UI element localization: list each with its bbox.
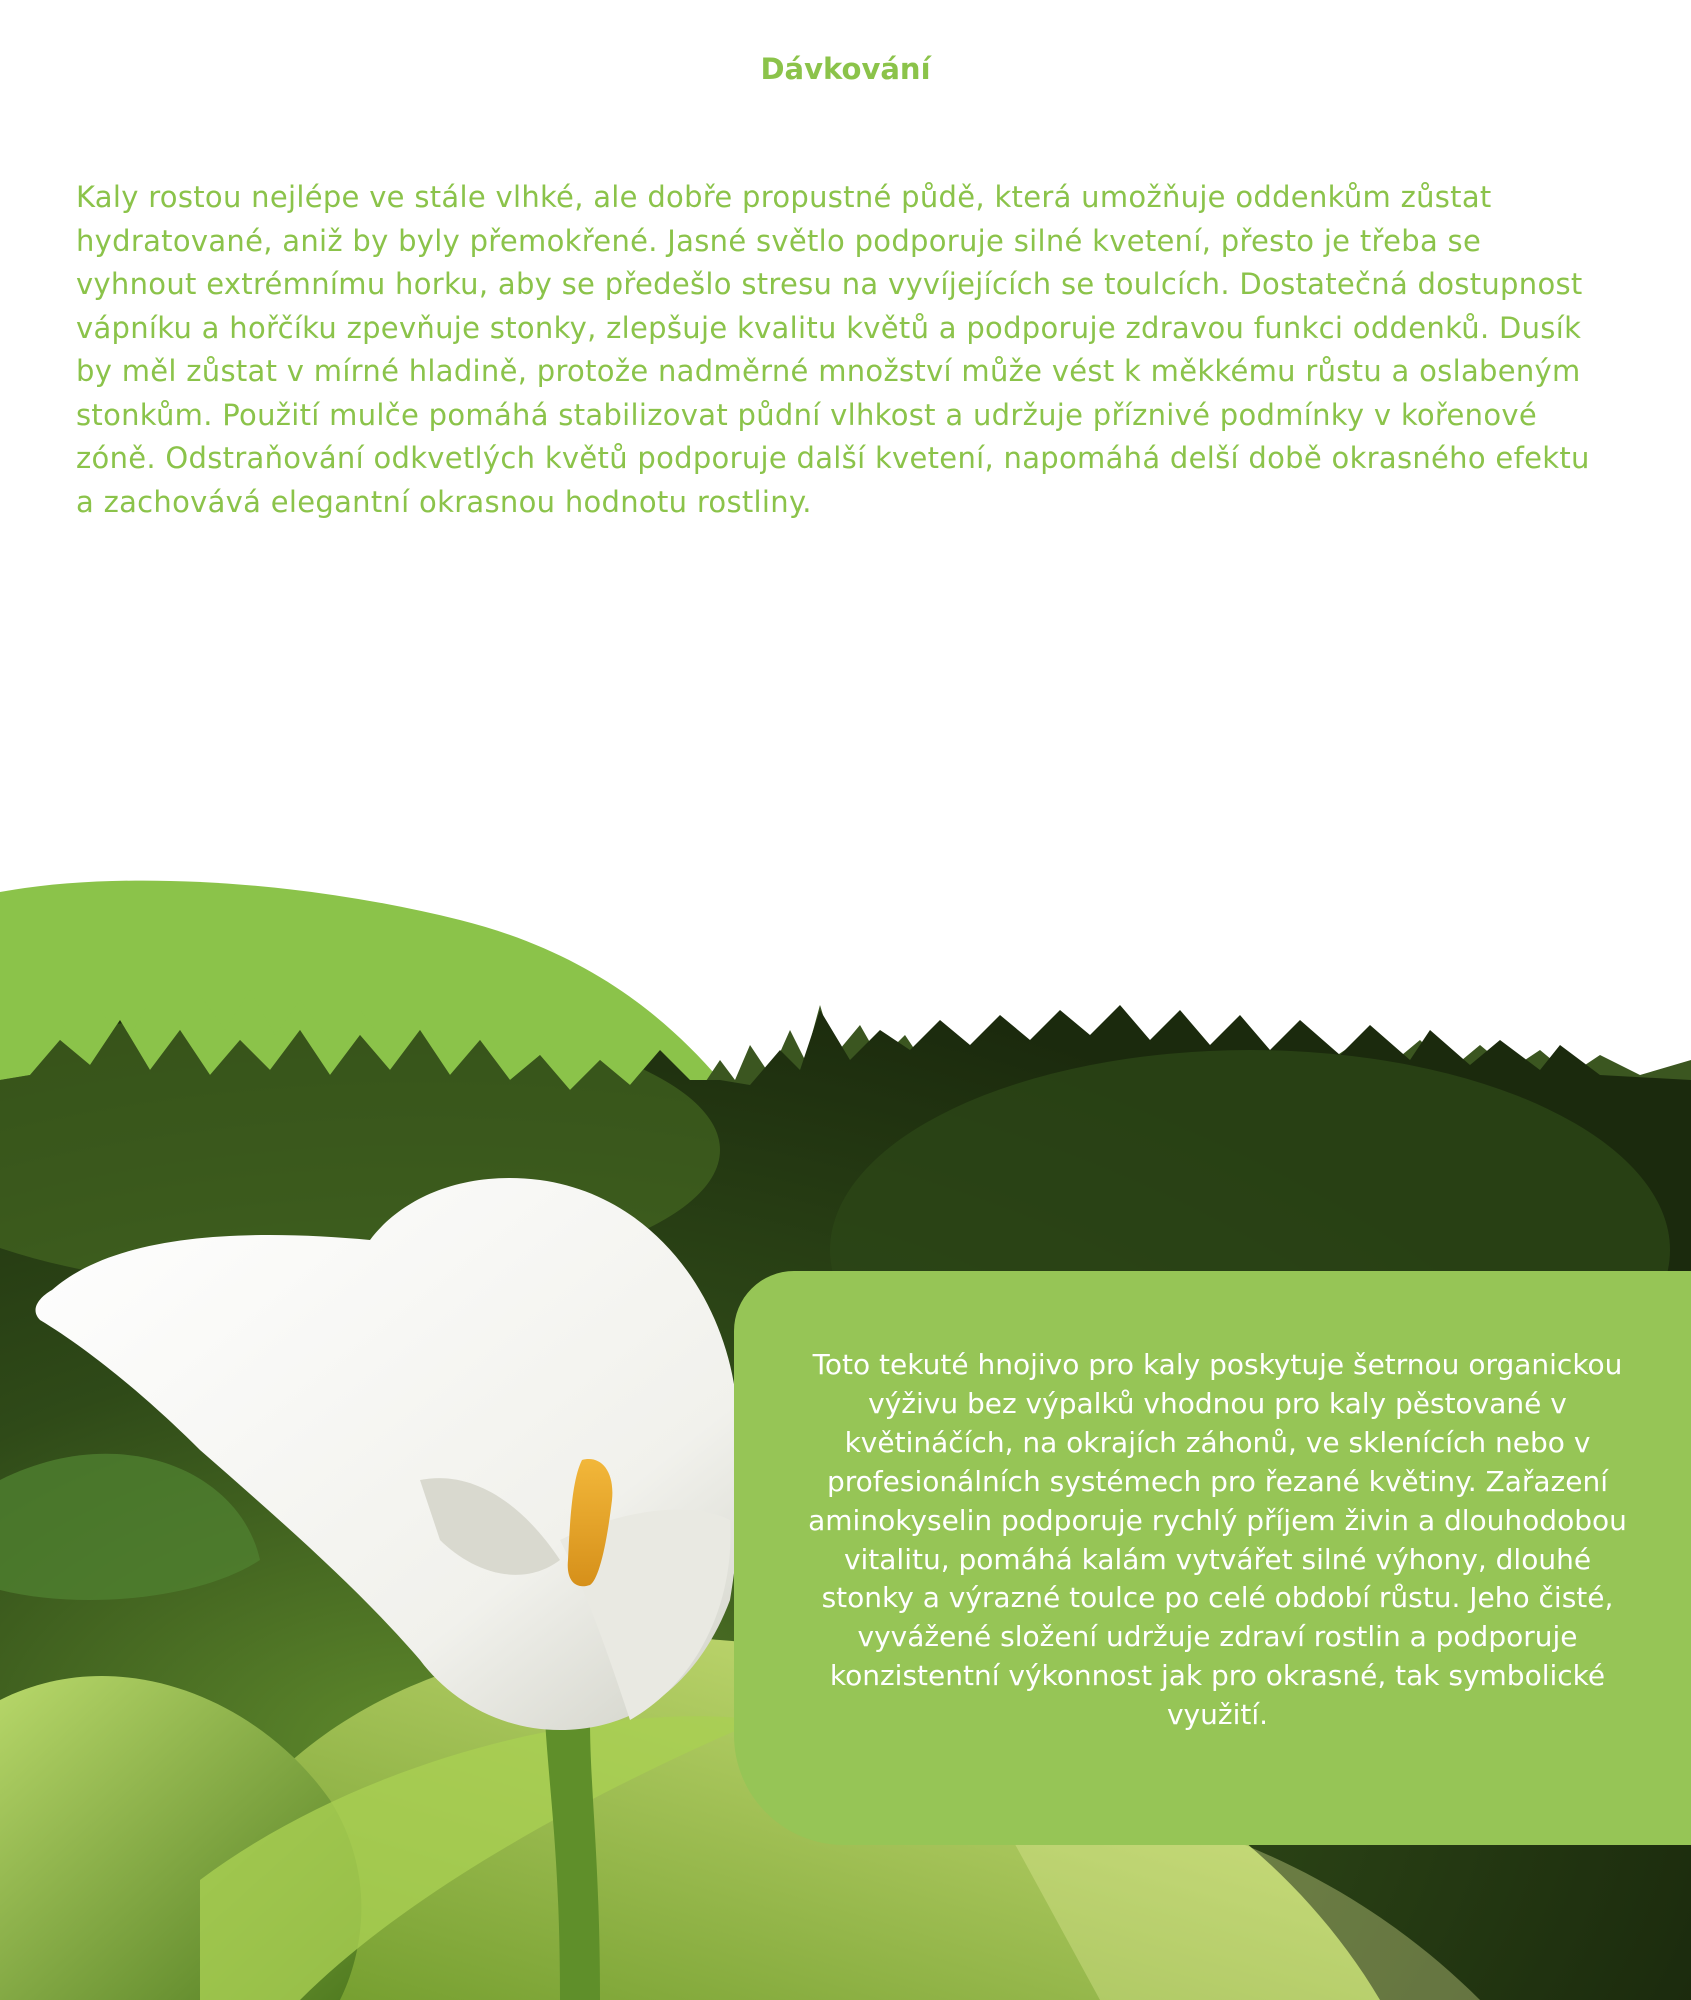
info-card (734, 1271, 1691, 1845)
intro-paragraph: Kaly rostou nejlépe ve stále vlhké, ale dobře propustné půdě, která umožňuje oddenkům zůstat hydratované, aniž by byly přemokřené. Jasné světlo podporuje silné kvetení, přesto je třeba se vyhnout extrémnímu horku, aby se předešlo stresu na vyvíjejících se toulcích. Dostatečná dostupnost vápníku a hořčíku zpevňuje stonky, zlepšuje kvalitu květů a podporuje zdravou funkci oddenků. Dusík by měl zůstat v mírné hladině, protože nadměrné množství může vést k měkkému růstu a oslabeným stonkům. Použití mulče pomáhá stabilizovat půdní vlhkost a udržuje příznivé podmínky v kořenové zóně. Odstraňování odkvetlých květů podporuje další kvetení, napomáhá delší době okrasného efektu a zachovává elegantní okrasnou hodnotu rostliny. (76, 180, 1590, 519)
page-title: Dávkování (760, 52, 931, 86)
card-paragraph: Toto tekuté hnojivo pro kaly poskytuje šetrnou organickou výživu bez výpalků vhodnou pro kaly pěstované v květináčích, na okrajích záhonů, ve sklenících nebo v profesionálních systémech pro řezané květiny. Zařazení aminokyselin podporuje rychlý příjem živin a dlouhodobou vitalitu, pomáhá kalám vytvářet silné výhony, dlouhé stonky a výrazné toulce po celé období růstu. Jeho čisté, vyvážené složení udržuje zdraví rostlin a podporuje konzistentní výkonnost jak pro okrasné, tak symbolické využití. (808, 1348, 1627, 1732)
